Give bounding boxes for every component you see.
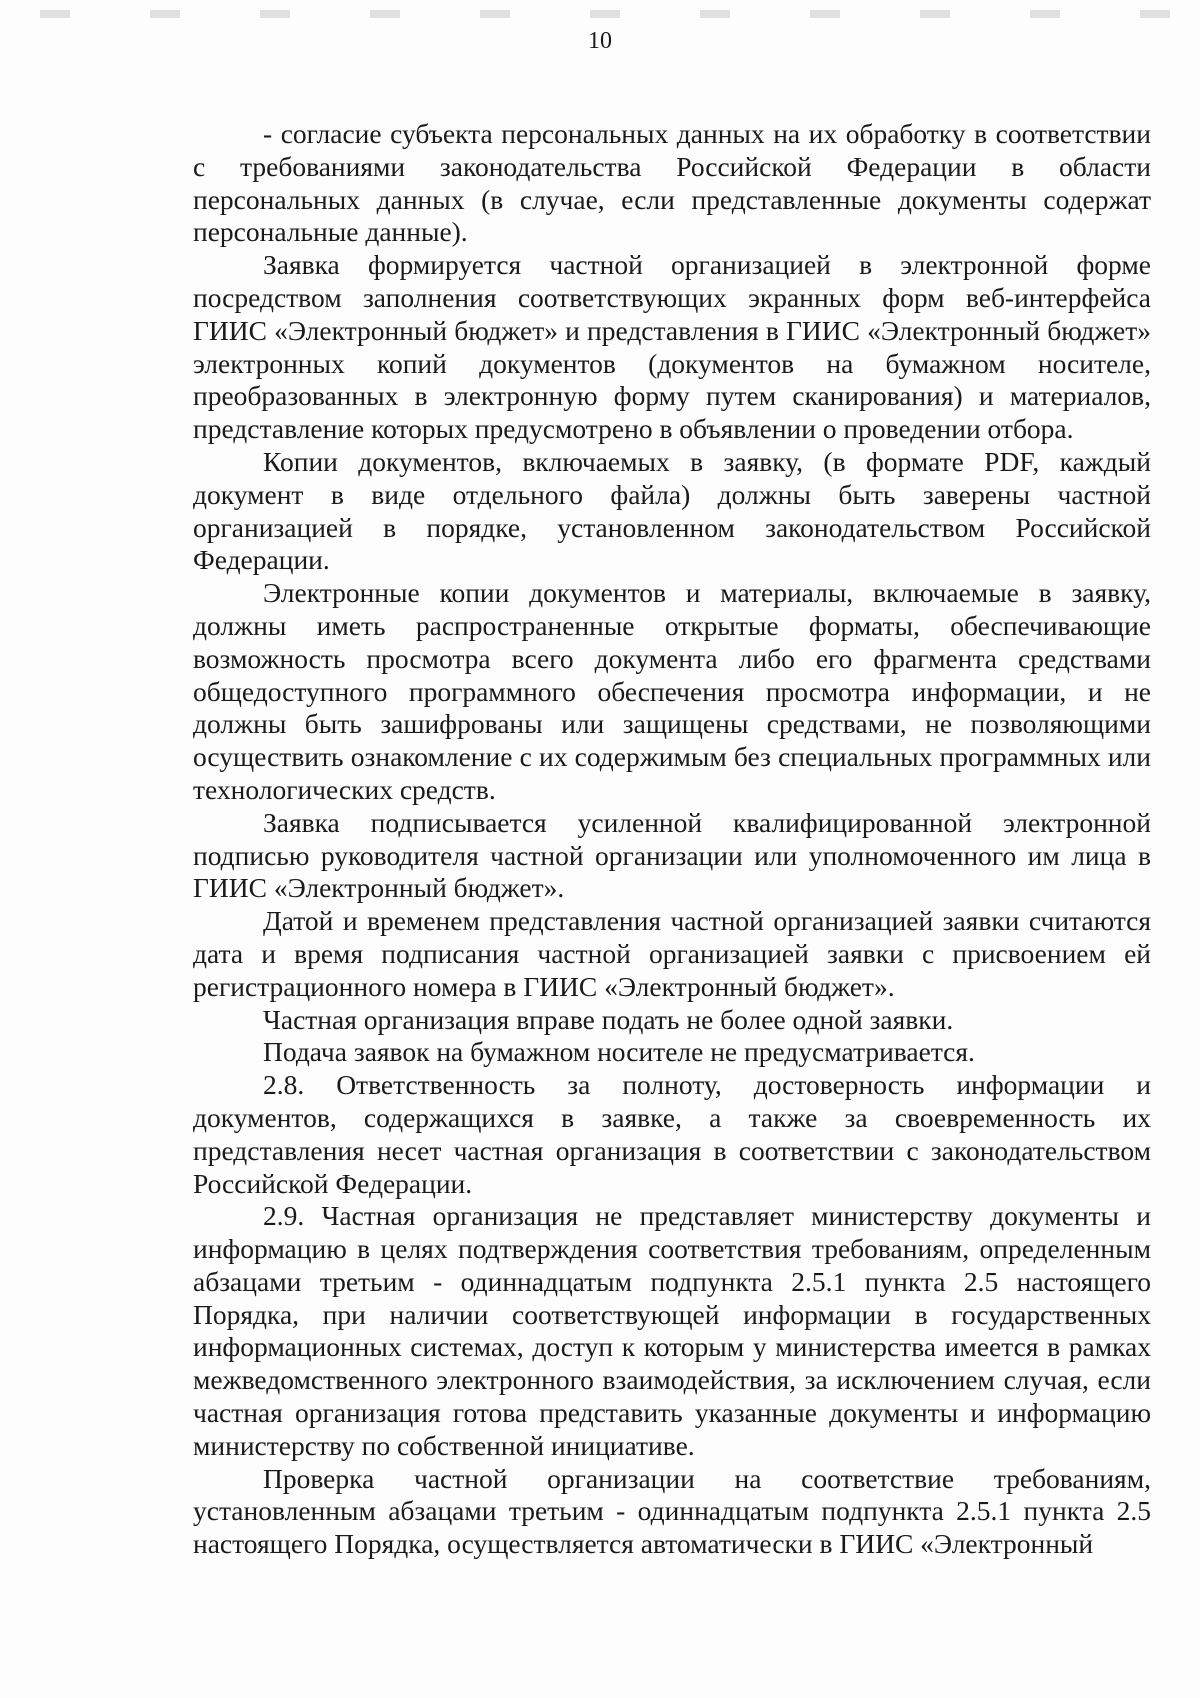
paragraph-application-formation: Заявка формируется частной организацией в электронной форме посредством заполнения соответствующих экранных форм веб-интерфейса ГИИС «Электронный бюджет» и представления в ГИИС «Электронный бюджет» электронных копий документов (документов на бумажном носителе, преобразованных в электронную форму путем сканирования) и материалов, представление которых предусмотрено в объявлении о проведении отбора. — [193, 249, 1151, 445]
paragraph-consent: - согласие субъекта персональных данных на их обработку в соответствии с требованиями законодательства Российской Федерации в области персональных данных (в случае, если представленные документы содержат персональные данные). — [193, 118, 1151, 248]
paragraph-2-8: 2.8. Ответственность за полноту, достоверность информации и документов, содержащихся в заявке, а также за своевременность их представления несет частная организация в соответствии с законодательством Российской Федерации. — [193, 1069, 1151, 1199]
paragraph-electronic-formats: Электронные копии документов и материалы, включаемые в заявку, должны иметь распространенные открытые форматы, обеспечивающие возможность просмотра всего документа либо его фрагмента средствами общедоступного программного обеспечения просмотра информации, и не должны быть зашифрованы или защищены средствами, не позволяющими осуществить ознакомление с их содержимым без специальных программных или технологических средств. — [193, 577, 1151, 805]
paragraph-signature: Заявка подписывается усиленной квалифицированной электронной подписью руководителя частной организации или уполномоченного им лица в ГИИС «Электронный бюджет». — [193, 806, 1151, 904]
document-body — [193, 118, 1151, 1561]
paragraph-2-9: 2.9. Частная организация не представляет министерству документы и информацию в целях подтверждения соответствия требованиям, определенным абзацами третьим - одиннадцатым подпункта 2.5.1 пункта 2.5 настоящего Порядка, при наличии соответствующей информации в государственных информационных системах, доступ к которым у министерства имеется в рамках межведомственного электронного взаимодействия, за исключением случая, если частная организация готова представить указанные документы и информацию министерству по собственной инициативе. — [193, 1200, 1151, 1461]
paragraph-single-application: Частная организация вправе подать не более одной заявки. — [263, 1003, 954, 1035]
paragraph-document-copies: Копии документов, включаемых в заявку, (в формате PDF, каждый документ в виде отдельного файла) должны быть заверены частной организацией в порядке, установленном законодательством Российской Федерации. — [193, 445, 1151, 576]
page-number: 10 — [588, 28, 612, 54]
paragraph-submission-date: Датой и временем представления частной организацией заявки считаются дата и время подписания частной организацией заявки с присвоением ей регистрационного номера в ГИИС «Электронный бюджет». — [193, 905, 1151, 1002]
scan-artifact-edge — [0, 10, 1200, 18]
paragraph-verification: Проверка частной организации на соответствие требованиям, установленным абзацами третьим - одиннадцатым подпункта 2.5.1 пункта 2.5 настоящего Порядка, осуществляется автоматически в ГИИС «Электронный — [193, 1462, 1151, 1560]
paragraph-no-paper: Подача заявок на бумажном носителе не предусматривается. — [263, 1036, 975, 1068]
